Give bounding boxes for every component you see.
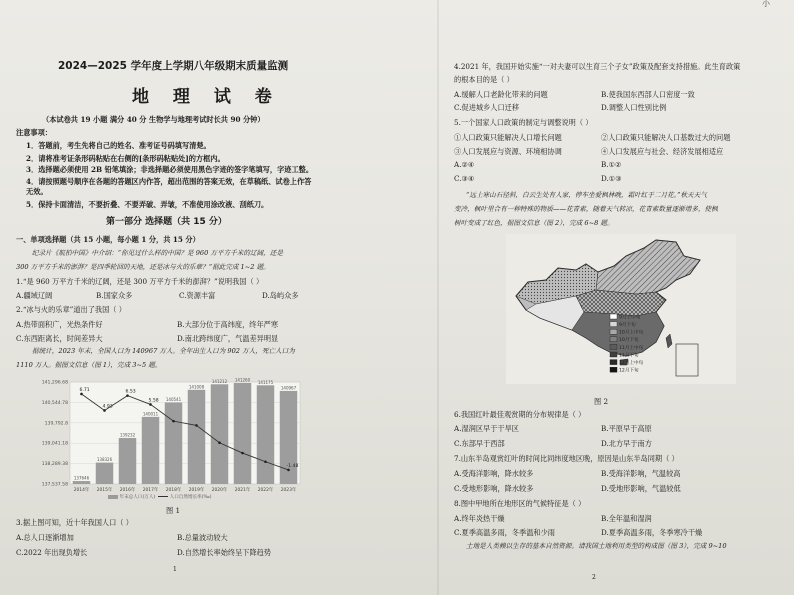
q2-option-c: C.东西距离长，时间差异大 [16,334,103,343]
bar-value-label: 141008 [188,384,205,390]
q1-option-b: B.国家众多 [96,291,133,300]
q7-option-c: C.受地形影响，降水较多 [454,484,534,493]
x-tick-label: 2020年 [211,488,228,493]
map-legend-label: 10月上中旬 [619,330,644,336]
q4-option-a: A.缓解人口老龄化带来的问题 [454,90,548,99]
map-legend-label: 12月下旬 [619,368,639,374]
subject-title: 地 理 试 卷 [132,87,281,107]
q5-statement: ①人口政策只能解决人口增长问题 [454,133,562,142]
map-legend-swatch [610,314,617,319]
notice-item: 1．答题前，考生先将自己的姓名、准考证号码填写清楚。 [26,141,211,150]
q6-option-b: B.平原早于高原 [601,424,652,433]
q6-option-a: A.湿润区早于干旱区 [454,424,519,433]
map-legend-swatch [610,337,617,342]
bar-value-label: 140011 [142,411,159,417]
map-legend-swatch [610,329,617,334]
exam-info: （本试卷共 19 小题 满分 40 分 生物学与地理考试时长共 90 分钟） [42,115,265,124]
figure2-caption: 图 2 [594,397,609,406]
growth-rate-point [149,403,152,406]
q4-stem-cont: 的根本目的是（ ） [454,75,514,84]
q4-option-c: C.促进城乡人口迁移 [454,103,520,112]
population-bar [96,463,113,484]
q8-option-b: B.全年温和湿润 [601,514,652,523]
x-tick-label: 2017年 [142,488,159,493]
y-tick-label: 141,296.68 [41,380,68,386]
q3-option-b: B.总量波动较大 [177,533,228,542]
notice-item: 3．选择题必须使用 2B 铅笔填涂；非选择题必须使用黑色字迹的签字笔填写，字迹工整。 [26,165,314,174]
q8-option-a: A.终年炎热干燥 [454,514,505,523]
q1-stem: 1.“是 960 万平方千米的辽阔，还是 300 万平方千米的澎湃？”说明我国（ ） [16,277,264,286]
population-bar [165,403,182,484]
growth-rate-point [287,469,290,472]
q8-stem: 8.图中甲地所在地形区的气候特征是（ ） [454,499,586,508]
passage3-line: 变冷，枫叶里合有一种特殊的物质——花青素，随着天气转凉，花青素数量逐渐增多，使枫 [454,205,718,213]
q7-option-a: A.受海洋影响，降水较多 [454,469,534,478]
y-tick-label: 139,041.18 [41,441,68,447]
growth-rate-point [195,424,198,427]
growth-rate-label: 5.58 [148,398,159,404]
q2-stem: 2.“冰与火的乐章”道出了我国（ ） [16,305,126,314]
bar-value-label: 141260 [234,377,251,383]
map-legend-label: 12月上中旬 [619,361,644,366]
growth-rate-label: 6.71 [79,387,90,393]
x-tick-label: 2021年 [234,488,251,493]
map-legend-label: 9月上中旬 [619,315,641,321]
left-page [14,0,424,595]
notice-item: 2．请将准考证条形码粘贴在右侧的[条形码粘贴处]的方框内。 [26,154,225,163]
bar-value-label: 141212 [211,378,228,384]
notice-item: 无效。 [26,187,48,196]
q5-option-d: D.①③ [601,174,622,183]
q1-option-a: A.疆域辽阔 [16,291,53,300]
q2-option-d: D.南北跨纬度广，气温差异明显 [177,334,279,343]
x-tick-label: 2015年 [96,488,113,493]
y-tick-label: 140,544.78 [41,400,68,406]
legend-entry: 年末总人口(万人) [119,495,156,500]
q5-stem: 5.一个国家人口政策的制定与调整说明（ ） [454,118,593,127]
bar-value-label: 138326 [96,457,113,463]
china-red-leaf-map [506,234,736,384]
growth-rate-label: -1.48 [286,463,299,469]
passage1-line: 纪录片《航拍中国》中介绍：“你见过什么样的中国？是 960 万平方千米的辽阔，还是 [32,249,283,257]
legend-bar-swatch [108,495,118,499]
bar-value-label: 140967 [280,385,297,391]
passage2-line: 1110 万人。据图文信息（图 1），完成 3~5 题。 [16,361,162,369]
passage1-line: 300 万平方千米的澎湃？是四季轮回的天地，还是冰与火的乐章？”据此完成 1~2 题。 [16,263,270,271]
part1-subtitle: 一、单项选择题（共 15 小题，每小题 1 分，共 15 分） [16,235,200,244]
growth-rate-label: 4.93 [102,404,113,410]
population-bar [234,383,251,484]
q5-statement: ④人口发展应与社会、经济发展相适应 [601,147,724,156]
x-tick-label: 2023年 [280,488,297,493]
q3-option-d: D.自然增长率始终呈下降趋势 [177,548,272,557]
corner-mark: 小 [762,0,770,8]
map-legend-label: 11月上中旬 [619,345,644,351]
q3-option-a: A.总人口逐渐增加 [16,533,74,542]
legend-entry: 人口自然增长率(‰) [169,495,212,500]
q5-option-b: B.①② [601,160,622,169]
x-tick-label: 2014年 [73,488,90,493]
growth-rate-point [241,452,244,455]
exam-title: 2024—2025 学年度上学期八年级期末质量监测 [58,60,289,72]
q7-option-b: B.受海洋影响，气温较高 [601,469,681,478]
q2-option-a: A.热带面积广，光热条件好 [16,320,103,329]
q4-option-b: B.使我国东西部人口密度一致 [601,90,695,99]
population-bar [257,385,274,484]
q1-option-c: C.资源丰富 [179,291,216,300]
bar-value-label: 140541 [165,397,182,403]
q8-option-c: C.夏季高温多雨，冬季温和少雨 [454,528,555,537]
q5-option-c: C.③④ [454,174,475,183]
growth-rate-point [80,393,83,396]
growth-rate-point [126,394,129,397]
y-tick-label: 139,792.8 [44,421,68,427]
growth-rate-point [218,441,221,444]
population-bar [142,417,159,484]
growth-rate-point [103,409,106,412]
region-central [576,290,666,316]
q5-statement: ②人口政策只能解决人口基数过大的问题 [601,133,731,142]
q3-stem: 3.据上图可知，近十年我国人口（ ） [16,518,133,527]
q7-stem: 7.山东半岛观赏红叶的时间比同纬度地区晚，原因是山东半岛同期（ ） [454,454,679,463]
q3-option-c: C.2022 年出现负增长 [16,548,88,557]
map-legend-label: 9月下旬 [619,323,636,328]
map-legend-label: 10月下旬 [619,338,639,344]
chart-legend [108,494,212,500]
legend-line-swatch [158,496,168,497]
notice-label: 注意事项： [16,128,52,137]
passage3-line: “远上寒山石径斜，白云生处有人家，停车坐爱枫林晚，霜叶红于二月花。”秋天天气 [466,191,707,199]
page-number-right: 2 [592,574,596,581]
bar-value-label: 141175 [257,379,274,385]
figure1-caption: 图 1 [166,506,181,515]
q6-option-c: C.东部早于西部 [454,439,505,448]
y-tick-label: 137,537.58 [41,482,68,488]
population-bar [73,481,90,484]
map-legend-label: 11月下旬 [619,353,639,359]
q4-stem: 4.2021 年，我国开始实施“一对夫妻可以生育三个子女”政策及配套支持措施。此生育政策 [454,62,741,71]
map-legend-swatch [610,352,617,357]
population-bar [211,384,228,484]
population-chart [34,376,304,500]
passage3-line: 树叶变成了红色，据图文信息（图 2），完成 6~8 题。 [454,219,614,227]
notice-item: 5．保持卡面清洁，不要折叠、不要弄破、弄皱，不准使用涂改液、刮纸刀。 [26,200,269,209]
map-legend-swatch [610,360,617,365]
right-page [446,0,786,595]
map-legend-swatch [610,322,617,327]
map-legend-swatch [610,344,617,349]
x-tick-label: 2016年 [119,488,136,493]
q2-option-b: B.大部分位于高纬度，终年严寒 [177,320,279,329]
page-fold-line [437,0,439,595]
page-number-left: 1 [173,566,177,573]
population-bar [188,390,205,484]
q5-option-a: A.②④ [454,160,475,169]
bar-value-label: 137646 [73,475,90,481]
part1-title: 第一部分 选择题（共 15 分） [106,217,227,227]
growth-rate-point [172,420,175,423]
x-tick-label: 2022年 [257,488,274,493]
q4-option-d: D.调整人口性别比例 [601,103,667,112]
growth-rate-label: 6.53 [125,389,136,395]
bar-value-label: 139232 [119,432,136,438]
q5-statement: ③人口发展应与资源、环境相协调 [454,147,562,156]
x-tick-label: 2019年 [188,488,205,493]
q7-option-d: D.受地形影响，气温较低 [601,484,681,493]
y-tick-label: 138,289.38 [41,462,68,468]
q6-option-d: D.北方早于南方 [601,439,652,448]
q1-option-d: D.岛屿众多 [262,291,299,300]
notice-item: 4．请按照题号顺序在各题的答题区内作答，超出范围的答案无效，在草稿纸、试卷上作答 [26,177,312,186]
population-bar [119,438,136,484]
q6-stem: 6.我国红叶最佳观赏期的分布规律是（ ） [454,410,586,419]
map-legend-swatch [610,367,617,372]
q8-option-d: D.夏季高温多雨，冬季寒冷干燥 [601,528,703,537]
x-tick-label: 2018年 [165,488,182,493]
growth-rate-point [264,460,267,463]
passage4-line: 土地是人类赖以生存的基本自然资源。请我国土地利用类型的构成图（图 3），完成 9~10 [466,542,727,550]
passage2-line: 据统计，2023 年末，全国人口为 140967 万人。全年出生人口为 902 万人，死亡人口为 [32,347,295,355]
